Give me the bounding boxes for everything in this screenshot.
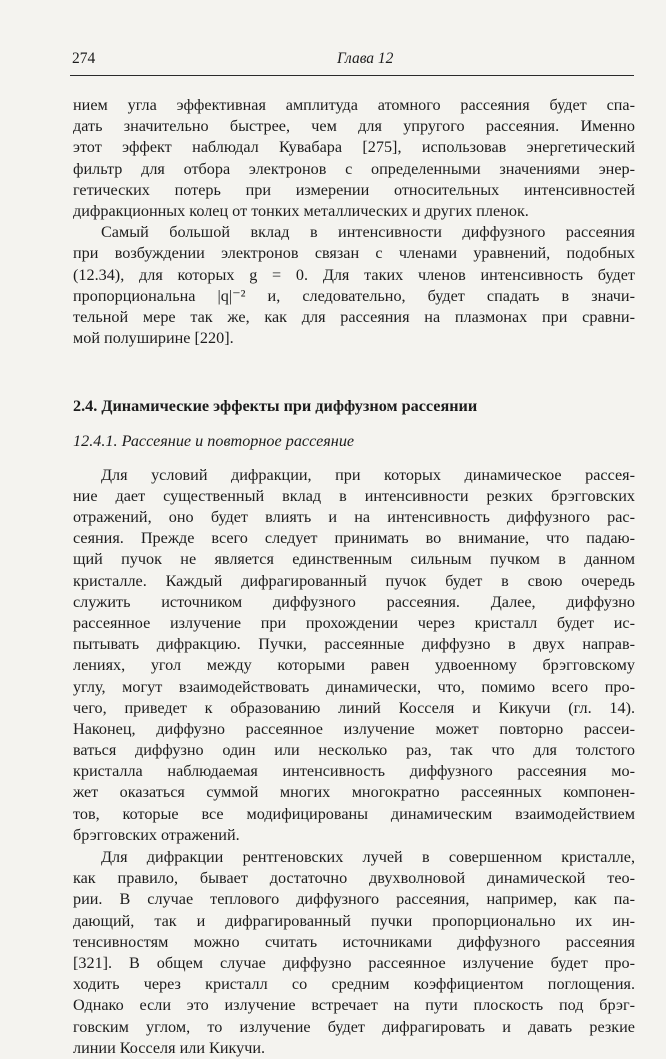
text-line: при возбуждении электронов связан с членами уравнений, подобных — [73, 244, 635, 263]
page-number: 274 — [72, 50, 96, 67]
text-line: (12.34), для которых g = 0. Для таких членов интенсивность будет — [73, 265, 635, 284]
text-line: говским углом, то излучение будет дифрагировать и давать резкие — [73, 1017, 635, 1036]
text-line: отражений, оно будет влиять и на интенсивность диффузного рас- — [73, 508, 635, 527]
text-line: ние дает существенный вклад в интенсивности резких брэгговских — [73, 486, 635, 505]
text-line: этот эффект наблюдал Кувабара [275], использовав энергетический — [73, 138, 635, 157]
text-line: пропорциональна |q|⁻² и, следовательно, будет спадать в значи- — [73, 286, 635, 305]
text-line: рассеянное излучение при прохождении через кристалл будет ис- — [73, 613, 635, 632]
text-line: жет оказаться суммой многих многократно рассеянных компонен- — [73, 783, 635, 802]
running-head: Глава 12 — [337, 50, 394, 67]
page-header — [72, 50, 632, 72]
text-line: Для дифракции рентгеновских лучей в совершенном кристалле, — [101, 848, 635, 867]
text-line: сеяния. Прежде всего следует принимать во внимание, что падаю- — [73, 529, 635, 548]
text-line: брэгговских отражений. — [73, 825, 240, 844]
text-line: кристалла наблюдаемая интенсивность диффузного рассеяния мо- — [73, 762, 635, 781]
text-line: ходить через кристалл со средним коэффициентом поглощения. — [73, 975, 635, 994]
text-line: чего, приведет к образованию линий Косселя и Кикучи (гл. 14). — [73, 698, 635, 717]
text-line: гетических потерь при измерении относительных интенсивностей — [73, 180, 635, 199]
text-line: дать значительно быстрее, чем для упругого рассеяния. Именно — [73, 117, 635, 136]
text-line: как правило, бывает достаточно двухволновой динамической тео- — [73, 869, 635, 888]
text-line: Однако если это излучение встречает на пути плоскость под брэг- — [73, 996, 635, 1015]
paragraph-1 — [73, 95, 635, 222]
paragraph-4 — [73, 847, 635, 1059]
text-line: пытывать дифракцию. Пучки, рассеянные диффузно в двух направ- — [73, 635, 635, 654]
text-line: лениях, угол между которыми равен удвоенному брэгговскому — [73, 656, 635, 675]
text-line: кристалле. Каждый дифрагированный пучок будет в свою очередь — [73, 571, 635, 590]
text-line: дающий, так и дифрагированный пучки пропорционально их ин- — [73, 911, 635, 930]
text-line: щий пучок не является единственным сильным пучком в данном — [73, 550, 635, 569]
text-line: рии. В случае теплового диффузного рассеяния, например, как па- — [73, 890, 635, 909]
paragraph-3 — [73, 465, 635, 846]
text-line: нием угла эффективная амплитуда атомного рассеяния будет спа- — [73, 96, 635, 114]
text-line: [321]. В общем случае диффузно рассеянное излучение будет про- — [73, 953, 635, 972]
text-line: дифракционных колец от тонких металлических и других пленок. — [73, 201, 529, 220]
section-heading: 2.4. Динамические эффекты при диффузном рассеянии — [73, 397, 478, 416]
header-rule — [70, 75, 634, 76]
text-line: Самый большой вклад в интенсивности диффузного рассеяния — [101, 223, 635, 242]
page-body — [73, 95, 635, 1059]
text-line: служить источником диффузного рассеяния. Далее, диффузно — [73, 592, 635, 611]
text-line: Для условий дифракции, при которых динамическое рассея- — [101, 465, 635, 484]
text-line: Наконец, диффузно рассеянное излучение может повторно рассеи- — [73, 719, 635, 738]
text-line: тельной мере так же, как для рассеяния на плазмонах при сравни- — [73, 307, 635, 326]
text-line: тенсивностям можно считать источниками диффузного рассеяния — [73, 932, 635, 951]
paragraph-2 — [73, 222, 635, 349]
text-line: углу, могут взаимодействовать динамически, что, помимо всего про- — [73, 677, 635, 696]
text-line: тов, которые все модифицированы динамическим взаимодействием — [73, 804, 635, 823]
text-line: фильтр для отбора электронов с определенными значениями энер- — [73, 159, 635, 178]
text-line: ваться диффузно один или несколько раз, так что для толстого — [73, 741, 635, 760]
text-line: линии Косселя или Кикучи. — [73, 1038, 266, 1057]
text-line: мой полуширине [220]. — [73, 329, 234, 348]
subsection-heading: 12.4.1. Рассеяние и повторное рассеяние — [73, 432, 355, 451]
